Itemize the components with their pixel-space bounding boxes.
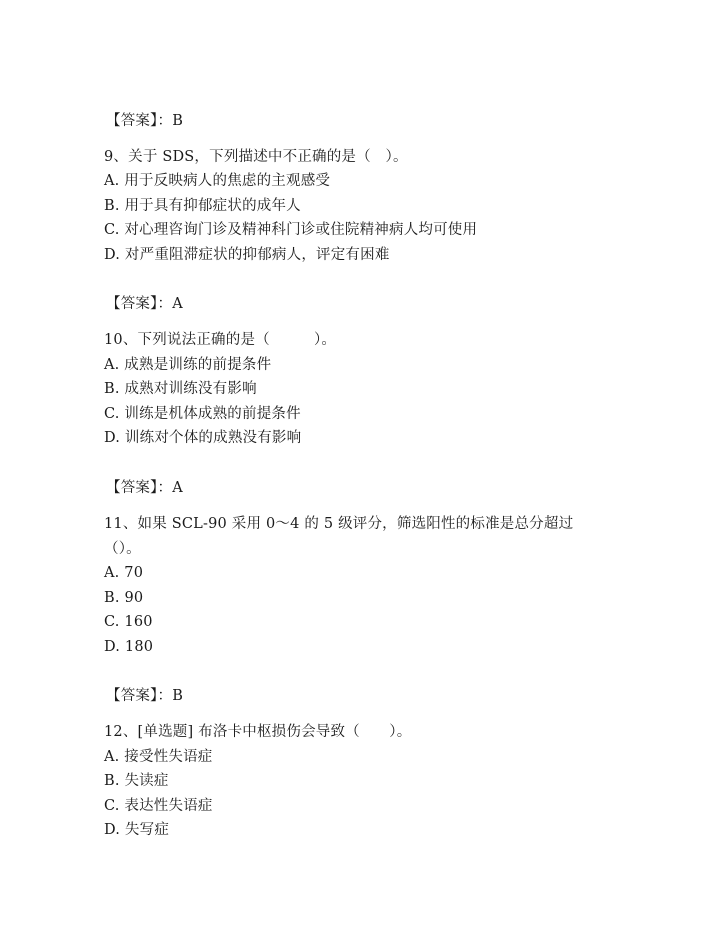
question-11-line-1: 11、如果 SCL-90 采用 0～4 的 5 级评分，筛选阳性的标准是总分超过 <box>104 516 574 532</box>
answer-label: 【答案】：B <box>106 113 184 129</box>
answer-label: 【答案】：B <box>106 688 184 704</box>
option-12-b: B. 失读症 <box>104 773 169 789</box>
option-10-c: C. 训练是机体成熟的前提条件 <box>104 406 301 422</box>
answer-label: 【答案】：A <box>106 296 183 312</box>
option-10-d: D. 训练对个体的成熟没有影响 <box>104 430 302 446</box>
option-11-b: B. 90 <box>104 590 144 606</box>
option-9-a: A. 用于反映病人的焦虑的主观感受 <box>104 173 331 189</box>
option-11-a: A. 70 <box>104 565 144 581</box>
option-10-a: A. 成熟是训练的前提条件 <box>104 357 272 373</box>
option-9-b: B. 用于具有抑郁症状的成年人 <box>104 198 301 214</box>
question-10: 10、下列说法正确的是（ ）。 <box>104 332 337 348</box>
question-11-line-2: （）。 <box>104 541 141 557</box>
option-9-c: C. 对心理咨询门诊及精神科门诊或住院精神病人均可使用 <box>104 222 478 238</box>
question-12: 12、[单选题] 布洛卡中枢损伤会导致（ ）。 <box>104 724 412 740</box>
option-9-d: D. 对严重阻滞症状的抑郁病人，评定有困难 <box>104 247 390 263</box>
question-9: 9、关于 SDS，下列描述中不正确的是（ ）。 <box>104 149 408 165</box>
option-11-c: C. 160 <box>104 614 153 630</box>
answer-label: 【答案】：A <box>106 480 183 496</box>
option-12-a: A. 接受性失语症 <box>104 749 213 765</box>
option-11-d: D. 180 <box>104 639 154 655</box>
option-12-c: C. 表达性失语症 <box>104 798 213 814</box>
option-12-d: D. 失写症 <box>104 822 170 838</box>
option-10-b: B. 成熟对训练没有影响 <box>104 381 257 397</box>
